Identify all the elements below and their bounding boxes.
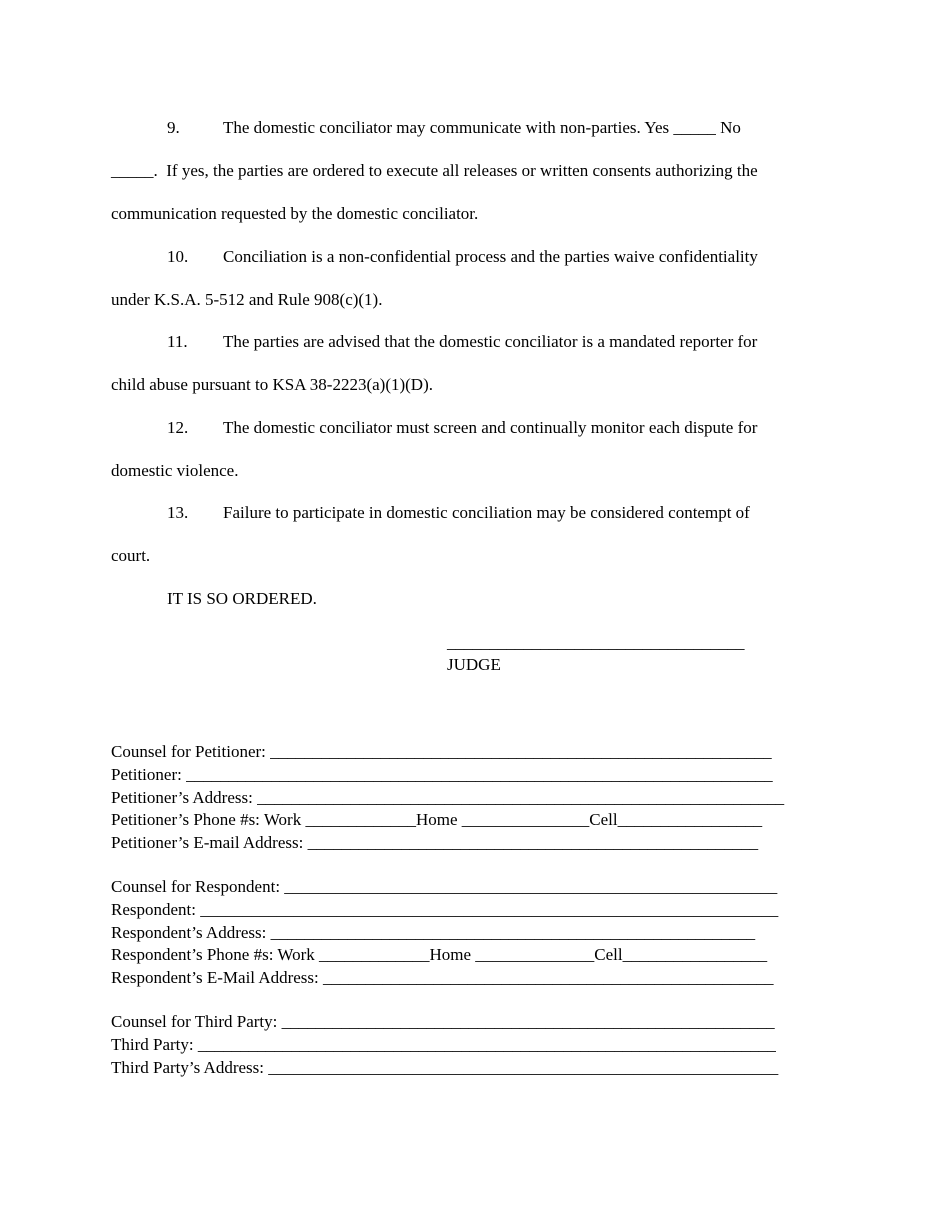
judge-signature-line[interactable]: ___________________________________ bbox=[447, 633, 745, 652]
counsel-for-petitioner-field[interactable]: Counsel for Petitioner: ___________________________________________________________ bbox=[111, 742, 772, 761]
petitioner-field[interactable]: Petitioner: _____________________________________________________________________ bbox=[111, 765, 773, 784]
paragraph-9-line-1: The domestic conciliator may communicate with non-parties. Yes _____ No bbox=[223, 118, 741, 137]
paragraph-9-line-2: _____. If yes, the parties are ordered to execute all releases or written consents authorizing the bbox=[111, 161, 758, 180]
paragraph-13-line-2: court. bbox=[111, 546, 151, 565]
counsel-for-third-party-field[interactable]: Counsel for Third Party: __________________________________________________________ bbox=[111, 1012, 775, 1031]
third-party-field[interactable]: Third Party: ____________________________________________________________________ bbox=[111, 1035, 776, 1054]
paragraph-12-line-2: domestic violence. bbox=[111, 461, 239, 480]
order-statement: IT IS SO ORDERED. bbox=[167, 589, 317, 608]
judge-label: JUDGE bbox=[447, 655, 501, 674]
paragraph-12-line-1: The domestic conciliator must screen and continually monitor each dispute for bbox=[223, 418, 758, 437]
petitioner-email-field[interactable]: Petitioner’s E-mail Address: _____________________________________________________ bbox=[111, 833, 759, 852]
petitioner-address-field[interactable]: Petitioner’s Address: ______________________________________________________________ bbox=[111, 788, 785, 807]
paragraph-13-line-1: Failure to participate in domestic conciliation may be considered contempt of bbox=[223, 503, 750, 522]
paragraph-10-number: 10. bbox=[167, 247, 189, 266]
respondent-phone-field[interactable]: Respondent’s Phone #s: Work _____________Home ______________Cell_________________ bbox=[111, 945, 768, 964]
paragraph-10-line-2: under K.S.A. 5-512 and Rule 908(c)(1). bbox=[111, 290, 383, 309]
counsel-for-respondent-field[interactable]: Counsel for Respondent: __________________________________________________________ bbox=[111, 877, 778, 896]
paragraph-9-line-3: communication requested by the domestic conciliator. bbox=[111, 204, 479, 223]
third-party-address-field[interactable]: Third Party’s Address: ____________________________________________________________ bbox=[111, 1058, 779, 1077]
paragraph-11-line-1: The parties are advised that the domestic conciliator is a mandated reporter for bbox=[223, 332, 758, 351]
petitioner-phone-field[interactable]: Petitioner’s Phone #s: Work _____________Home _______________Cell_________________ bbox=[111, 810, 763, 829]
paragraph-13-number: 13. bbox=[167, 503, 189, 522]
paragraph-10-line-1: Conciliation is a non-confidential process and the parties waive confidentiality bbox=[223, 247, 758, 266]
respondent-field[interactable]: Respondent: ____________________________________________________________________ bbox=[111, 900, 779, 919]
paragraph-11-line-2: child abuse pursuant to KSA 38-2223(a)(1)(D). bbox=[111, 375, 433, 394]
paragraph-12-number: 12. bbox=[167, 418, 189, 437]
respondent-email-field[interactable]: Respondent’s E-Mail Address: _____________________________________________________ bbox=[111, 968, 774, 987]
paragraph-9-number: 9. bbox=[167, 118, 180, 137]
paragraph-11-number: 11. bbox=[167, 332, 188, 351]
respondent-address-field[interactable]: Respondent’s Address: _________________________________________________________ bbox=[111, 923, 756, 942]
